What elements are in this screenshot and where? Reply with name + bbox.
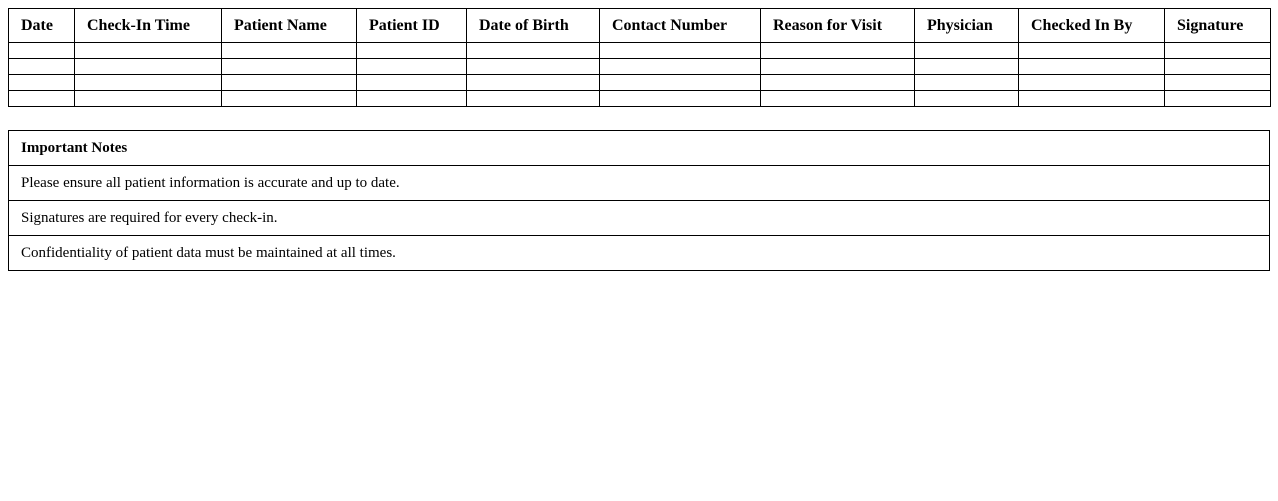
table-row xyxy=(9,91,1271,107)
table-cell[interactable] xyxy=(1019,59,1165,75)
table-cell[interactable] xyxy=(357,59,467,75)
table-cell[interactable] xyxy=(600,59,761,75)
table-cell[interactable] xyxy=(467,43,600,59)
table-cell[interactable] xyxy=(1165,59,1271,75)
column-header-patient-id: Patient ID xyxy=(357,9,467,43)
notes-heading: Important Notes xyxy=(9,131,1270,166)
table-cell[interactable] xyxy=(915,43,1019,59)
table-cell[interactable] xyxy=(357,43,467,59)
table-cell[interactable] xyxy=(222,43,357,59)
table-cell[interactable] xyxy=(9,59,75,75)
table-cell[interactable] xyxy=(9,43,75,59)
table-header-row xyxy=(9,9,1271,43)
note-row xyxy=(9,236,1270,271)
table-cell[interactable] xyxy=(9,75,75,91)
table-cell[interactable] xyxy=(761,43,915,59)
table-row xyxy=(9,43,1271,59)
column-header-date: Date xyxy=(9,9,75,43)
table-cell[interactable] xyxy=(761,59,915,75)
column-header-date-of-birth: Date of Birth xyxy=(467,9,600,43)
table-cell[interactable] xyxy=(467,75,600,91)
table-cell[interactable] xyxy=(1165,75,1271,91)
table-cell[interactable] xyxy=(761,75,915,91)
table-cell[interactable] xyxy=(222,59,357,75)
column-header-patient-name: Patient Name xyxy=(222,9,357,43)
important-notes-table xyxy=(8,130,1270,271)
table-cell[interactable] xyxy=(915,59,1019,75)
table-cell[interactable] xyxy=(761,91,915,107)
notes-heading-row xyxy=(9,131,1270,166)
table-cell[interactable] xyxy=(75,91,222,107)
note-item: Please ensure all patient information is accurate and up to date. xyxy=(9,166,1270,201)
table-cell[interactable] xyxy=(1165,43,1271,59)
note-row xyxy=(9,201,1270,236)
table-cell[interactable] xyxy=(600,43,761,59)
column-header-physician: Physician xyxy=(915,9,1019,43)
note-row xyxy=(9,166,1270,201)
column-header-check-in-time: Check-In Time xyxy=(75,9,222,43)
table-cell[interactable] xyxy=(600,75,761,91)
table-cell[interactable] xyxy=(1019,91,1165,107)
table-cell[interactable] xyxy=(467,91,600,107)
table-cell[interactable] xyxy=(467,59,600,75)
table-cell[interactable] xyxy=(222,75,357,91)
table-cell[interactable] xyxy=(357,91,467,107)
column-header-reason-for-visit: Reason for Visit xyxy=(761,9,915,43)
table-row xyxy=(9,75,1271,91)
table-row xyxy=(9,59,1271,75)
table-cell[interactable] xyxy=(1019,43,1165,59)
note-item: Signatures are required for every check-in. xyxy=(9,201,1270,236)
table-cell[interactable] xyxy=(915,91,1019,107)
column-header-contact-number: Contact Number xyxy=(600,9,761,43)
patient-checkin-log-table xyxy=(8,8,1271,107)
table-cell[interactable] xyxy=(915,75,1019,91)
table-cell[interactable] xyxy=(75,75,222,91)
table-cell[interactable] xyxy=(9,91,75,107)
table-cell[interactable] xyxy=(1019,75,1165,91)
table-cell[interactable] xyxy=(222,91,357,107)
table-cell[interactable] xyxy=(75,43,222,59)
column-header-checked-in-by: Checked In By xyxy=(1019,9,1165,43)
column-header-signature: Signature xyxy=(1165,9,1271,43)
table-cell[interactable] xyxy=(75,59,222,75)
table-cell[interactable] xyxy=(357,75,467,91)
table-cell[interactable] xyxy=(600,91,761,107)
note-item: Confidentiality of patient data must be maintained at all times. xyxy=(9,236,1270,271)
table-cell[interactable] xyxy=(1165,91,1271,107)
